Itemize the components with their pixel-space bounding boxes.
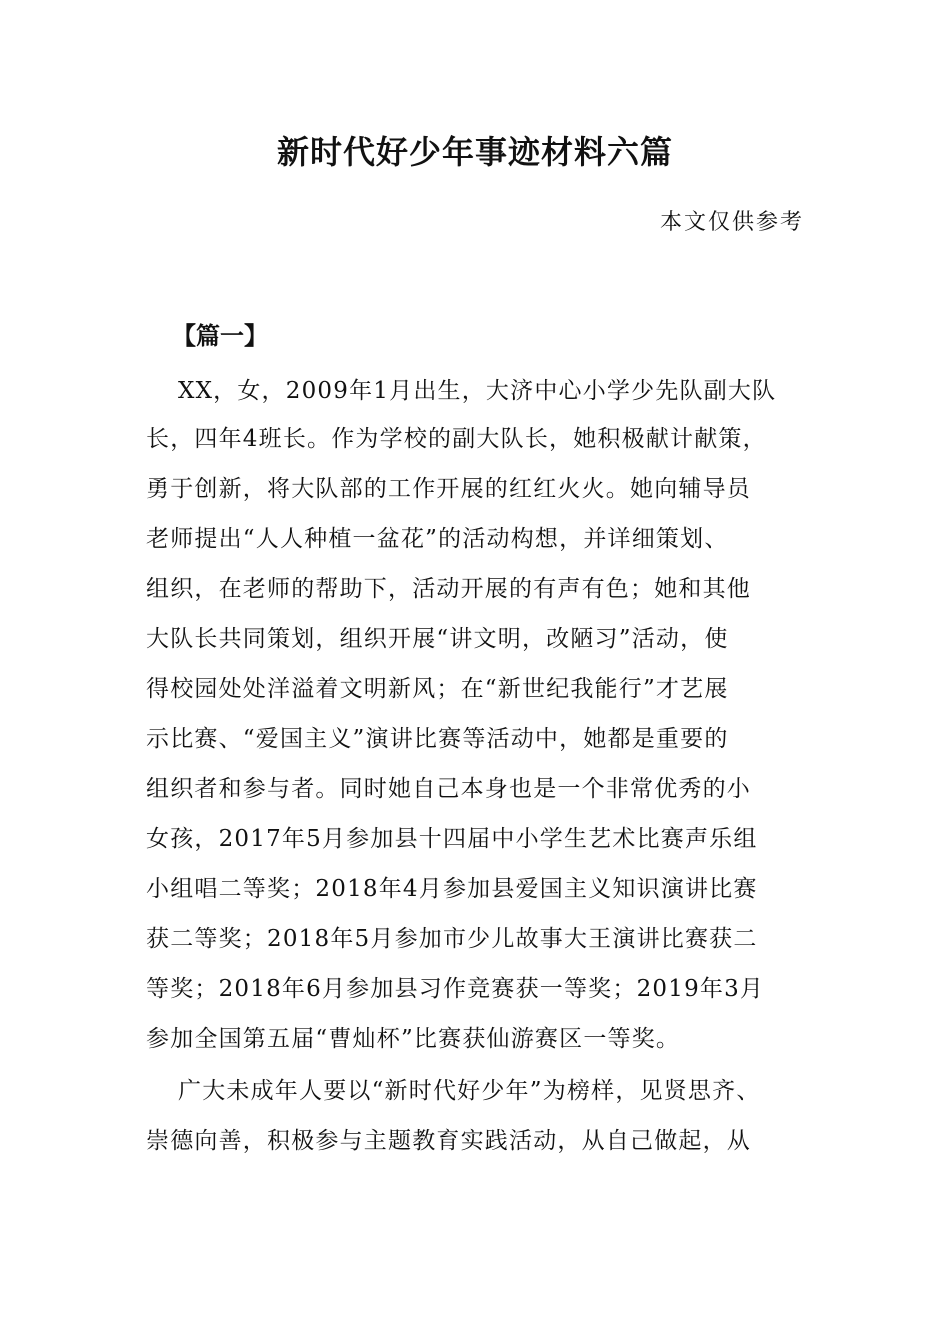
text-line: 老师提出“人人种植一盆花”的活动构想，并详细策划、: [146, 526, 729, 552]
text-line: 得校园处处洋溢着文明新风；在“新世纪我能行”才艺展: [146, 676, 729, 702]
text-line: XX，女，2009年1月出生，大济中心小学少先队副大队: [178, 378, 777, 404]
document-subtitle: 本文仅供参考: [659, 210, 804, 235]
text-line: 大队长共同策划，组织开展“讲文明，改陋习”活动，使: [146, 626, 729, 652]
text-line: 勇于创新，将大队部的工作开展的红红火火。她向辅导员: [146, 476, 751, 502]
text-line: 崇德向善，积极参与主题教育实践活动，从自己做起，从: [146, 1128, 751, 1154]
text-line: 小组唱二等奖；2018年4月参加县爱国主义知识演讲比赛: [146, 876, 758, 902]
text-line: 组织者和参与者。同时她自己本身也是一个非常优秀的小: [146, 776, 751, 802]
text-line: 广大未成年人要以“新时代好少年”为榜样，见贤思齐、: [178, 1078, 761, 1104]
text-line: 参加全国第五届“曹灿杯”比赛获仙游赛区一等奖。: [146, 1026, 681, 1052]
document-title: 新时代好少年事迹材料六篇: [276, 133, 673, 171]
text-line: 示比赛、“爱国主义”演讲比赛等活动中，她都是重要的: [146, 726, 729, 752]
text-line: 长，四年4班长。作为学校的副大队长，她积极献计献策，: [146, 426, 767, 452]
text-line: 获二等奖；2018年5月参加市少儿故事大王演讲比赛获二: [146, 926, 758, 952]
section-heading: 【篇一】: [172, 321, 268, 350]
text-line: 组织，在老师的帮助下，活动开展的有声有色；她和其他: [146, 576, 751, 602]
text-line: 女孩，2017年5月参加县十四届中小学生艺术比赛声乐组: [146, 826, 758, 852]
text-line: 等奖；2018年6月参加县习作竞赛获一等奖；2019年3月: [146, 976, 765, 1002]
